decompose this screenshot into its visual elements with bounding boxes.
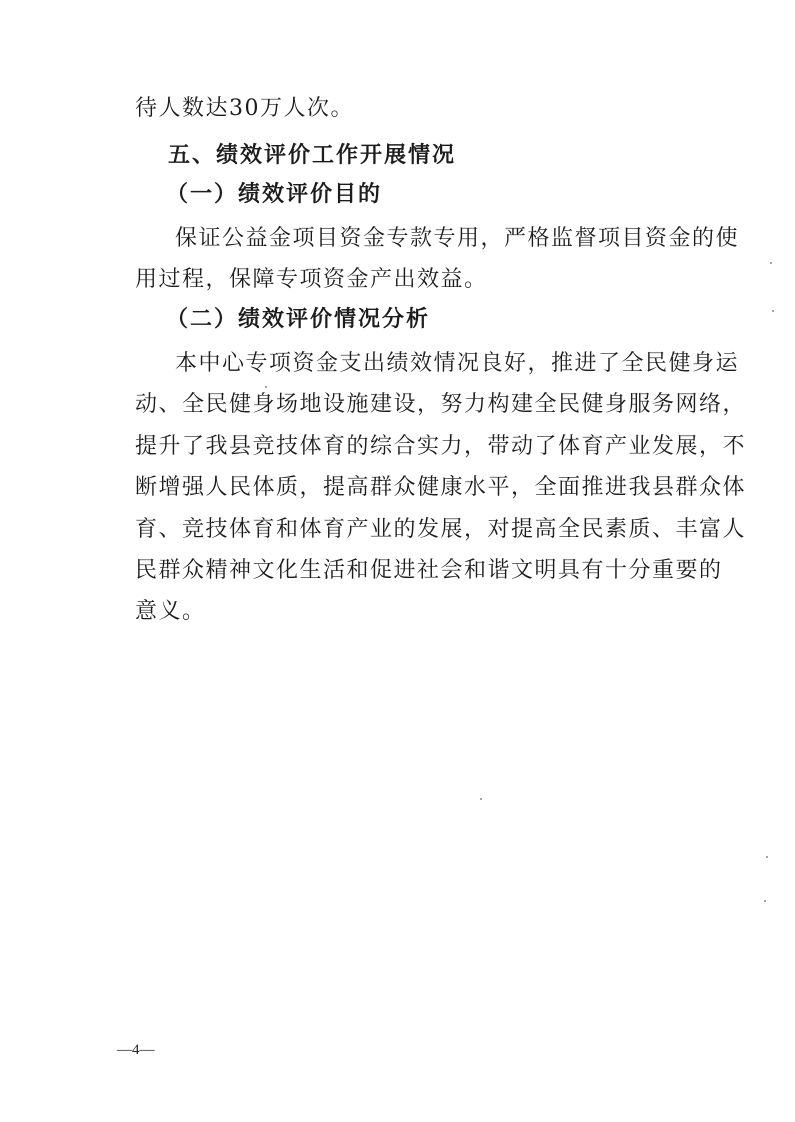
- analysis-paragraph-line-3: 提升了我县竞技体育的综合实力，带动了体育产业发展，不: [135, 434, 747, 459]
- scan-speck: [772, 310, 774, 312]
- analysis-paragraph-line-4: 断增强人民体质，提高群众健康水平，全面推进我县群众体: [135, 475, 747, 500]
- scan-speck: [480, 798, 482, 800]
- scan-speck: [766, 856, 768, 858]
- analysis-paragraph-line-6: 民群众精神文化生活和促进社会和谐文明具有十分重要的: [135, 558, 723, 583]
- subsection-one-heading: （一）绩效评价目的: [166, 182, 383, 207]
- purpose-paragraph-line-2: 用过程，保障专项资金产出效益。: [135, 267, 488, 292]
- scan-speck: [265, 386, 267, 388]
- purpose-paragraph-line-1: 保证公益金项目资金专款专用，严格监督项目资金的使: [175, 226, 740, 251]
- analysis-paragraph-line-7: 意义。: [135, 599, 206, 624]
- subsection-two-heading: （二）绩效评价情况分析: [166, 307, 431, 332]
- analysis-paragraph-line-5: 育、竞技体育和体育产业的发展，对提高全民素质、丰富人: [135, 517, 747, 542]
- scan-speck: [764, 900, 766, 902]
- scan-speck: [770, 262, 772, 264]
- section-five-heading: 五、绩效评价工作开展情况: [168, 143, 457, 168]
- analysis-paragraph-line-2: 动、全民健身场地设施建设，努力构建全民健身服务网络，: [135, 392, 747, 417]
- analysis-paragraph-line-1: 本中心专项资金支出绩效情况良好，推进了全民健身运: [175, 351, 740, 376]
- page-number: —4—: [117, 1042, 155, 1058]
- paragraph-continuation: 待人数达30万人次。: [135, 96, 354, 121]
